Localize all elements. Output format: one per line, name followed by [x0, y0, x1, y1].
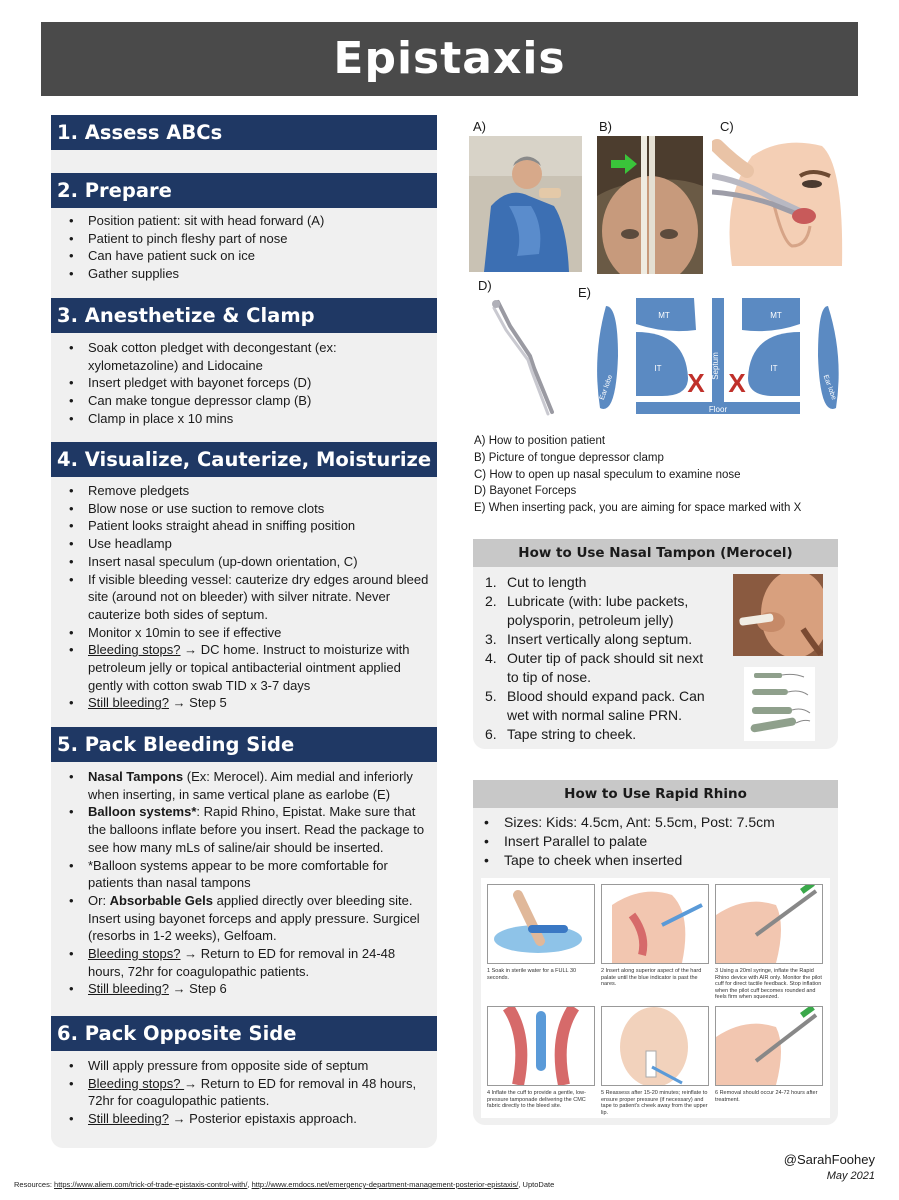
page-title: Epistaxis: [41, 22, 858, 96]
list-item: • Or: Absorbable Gels applied directly over bleeding site. Insert using bayonet forceps and apply pressure. Surgicel (resorbs in 1-2 weeks), Gelfoam.: [88, 892, 429, 945]
rhino-step-3-image: [715, 884, 823, 964]
still-bleeding-label: Still bleeding?: [88, 981, 169, 997]
merocel-insertion-photo: [733, 574, 823, 656]
section-visualize: [51, 442, 437, 712]
list-item: • Soak cotton pledget with decongestant (ex: xylometazoline) and Lidocaine: [88, 339, 429, 374]
merocel-card: [473, 539, 838, 749]
rhino-step-1-caption: 1 Soak in sterile water for a FULL 30 seconds.: [487, 968, 577, 981]
list-item: • Use headlamp: [88, 535, 429, 553]
rhino-step-3-caption: 3 Using a 20ml syringe, inflate the Rapid Rhino device with AIR only. Monitor the pilot cuff for direct tactile feedback. Stop inflation when the pilot cuff becomes rounded and feels firm when squeezed.: [715, 968, 822, 1000]
list-item: • Insert nasal speculum (up-down orientation, C): [88, 553, 429, 571]
caption: B) Picture of tongue depressor clamp: [474, 451, 664, 464]
list-item: • Balloon systems*: Rapid Rhino, Epistat. Make sure that the balloons inflate before you insert. Read the package to see how many mLs of saline/air should be inserted.: [88, 803, 429, 856]
section-prepare: [51, 173, 437, 283]
list-item: 1. Cut to length: [485, 574, 587, 590]
rhino-step-5-image: [601, 1006, 709, 1086]
caption: A) How to position patient: [474, 435, 606, 447]
rhino-step-2-image: [601, 884, 709, 964]
list-item: • Patient to pinch fleshy part of nose: [88, 230, 429, 248]
diagram-label-ear-lobe-right: Ear lobe: [821, 374, 838, 401]
caption: E) When inserting pack, you are aiming for space marked with X: [474, 502, 802, 515]
author-handle: @SarahFoohey: [783, 1152, 875, 1167]
diagram-label-ear-lobe-left: Ear lobe: [598, 374, 615, 401]
rhino-step-4-caption: 4 Inflate the cuff to provide a gentle, low-pressure tamponade delivering the CMC fabric directly to the bleed site.: [487, 1090, 586, 1109]
card-heading: How to Use Nasal Tampon (Merocel): [473, 539, 838, 567]
section-anesthetize: [51, 298, 437, 428]
patient-position-photo: [469, 136, 582, 272]
still-bleeding-label: Still bleeding?: [88, 1111, 169, 1127]
rhino-step-5-caption: 5 Reassess after 15-20 minutes; reinflate to ensure proper pressure (if necessary) and tape to patient's cheek away from the upper lip.: [601, 1090, 708, 1116]
merocel-tampons-photo: [744, 667, 815, 741]
list-item: • If visible bleeding vessel: cauterize dry edges around bleed site (around not on bleeder) with silver nitrate. Never cauterize both sides of septum.: [88, 571, 429, 624]
diagram-label-septum: Septum: [711, 352, 720, 380]
diagram-label-it-left: IT: [654, 364, 662, 373]
bleeding-stops-label: Bleeding stops?: [88, 642, 181, 658]
section-heading: 4. Visualize, Cauterize, Moisturize: [51, 442, 437, 477]
rhino-step-1-image: [487, 884, 595, 964]
caption: D) Bayonet Forceps: [474, 485, 577, 498]
rhino-step-6-image: [715, 1006, 823, 1086]
section-heading: 1. Assess ABCs: [51, 115, 437, 150]
nasal-cavity-diagram: [592, 296, 844, 418]
list-item: • Tape to cheek when inserted: [504, 851, 833, 870]
publish-date: May 2021: [826, 1170, 875, 1182]
figure-captions: [474, 433, 801, 517]
figure-label-e: E): [578, 285, 591, 300]
section-heading: 5. Pack Bleeding Side: [51, 727, 437, 762]
section-assess: [51, 115, 437, 150]
diagram-label-it-right: IT: [770, 364, 778, 373]
resource-link-aliem[interactable]: https://www.aliem.com/trick-of-trade-epistaxis-control-with/: [54, 1180, 248, 1189]
figure-label-a: A): [473, 119, 486, 134]
list-item: • Remove pledgets: [88, 482, 429, 500]
list-item: • Blow nose or use suction to remove clots: [88, 500, 429, 518]
rhino-step-4-image: [487, 1006, 595, 1086]
rapid-rhino-card: [473, 780, 838, 1125]
list-item: • Nasal Tampons (Ex: Merocel). Aim medial and inferiorly when inserting, in same vertical plane as earlobe (E): [88, 768, 429, 803]
bayonet-forceps-illustration: [490, 296, 562, 416]
list-item: • Sizes: Kids: 4.5cm, Ant: 5.5cm, Post: 7.5cm: [504, 813, 833, 832]
diagram-label-floor: Floor: [708, 405, 728, 414]
list-item: • Can have patient suck on ice: [88, 247, 429, 265]
list-item: • Clamp in place x 10 mins: [88, 410, 429, 428]
list-item: • Still bleeding? → Posterior epistaxis approach.: [88, 1110, 429, 1128]
list-item: • Insert Parallel to palate: [504, 832, 833, 851]
still-bleeding-label: Still bleeding?: [88, 695, 169, 711]
bleeding-stops-label: Bleeding stops?: [88, 1075, 185, 1091]
bleeding-stops-label: Bleeding stops?: [88, 946, 181, 962]
card-heading: How to Use Rapid Rhino: [473, 780, 838, 808]
list-item: • Bleeding stops? → Return to ED for removal in 48 hours, 72hr for coagulopathic patients.: [88, 1075, 429, 1110]
list-item: • Insert pledget with bayonet forceps (D): [88, 374, 429, 392]
list-item: 2. Lubricate (with: lube packets, polysporin, petroleum jelly): [485, 593, 689, 628]
list-item: • Bleeding stops? → DC home. Instruct to moisturize with petroleum jelly or topical antibacterial ointment applied gently with cotton swab TID x 3-7 days: [88, 641, 429, 694]
author-signature: [784, 1152, 875, 1184]
list-item: • Patient looks straight ahead in sniffing position: [88, 517, 429, 535]
list-item: 4. Outer tip of pack should sit next to tip of nose.: [485, 650, 704, 685]
list-item: • Monitor x 10min to see if effective: [88, 624, 429, 642]
figure-label-c: C): [720, 119, 734, 134]
section-heading: 3. Anesthetize & Clamp: [51, 298, 437, 333]
list-item: • Position patient: sit with head forward (A): [88, 212, 429, 230]
tongue-depressor-clamp-photo: [597, 136, 703, 274]
diagram-label-mt-right: MT: [770, 311, 782, 320]
section-pack-opposite: [51, 1016, 437, 1128]
section-pack-bleeding: [51, 727, 437, 998]
rhino-step-6-caption: 6 Removal should occur 24-72 hours after treatment.: [715, 1090, 818, 1103]
list-item: • *Balloon systems appear to be more comfortable for patients than nasal tampons: [88, 857, 429, 892]
rhino-step-2-caption: 2 Insert along superior aspect of the hard palate until the blue indicator is past the nares.: [601, 968, 702, 987]
list-item: • Still bleeding? → Step 6: [88, 980, 429, 998]
nasal-speculum-illustration: [712, 136, 844, 266]
section-heading: 2. Prepare: [51, 173, 437, 208]
resource-link-emdocs[interactable]: http://www.emdocs.net/emergency-department-management-posterior-epistaxis/: [251, 1180, 519, 1189]
diagram-mark-x-left: X: [687, 368, 705, 398]
diagram-mark-x-right: X: [728, 368, 746, 398]
rapid-rhino-steps-figure: [481, 878, 830, 1118]
list-item: 6. Tape string to cheek.: [485, 726, 637, 742]
list-item: 3. Insert vertically along septum.: [485, 631, 693, 647]
caption: C) How to open up nasal speculum to examine nose: [474, 468, 741, 481]
figure-label-b: B): [599, 119, 612, 134]
list-item: • Will apply pressure from opposite side of septum: [88, 1057, 429, 1075]
list-item: 5. Blood should expand pack. Can wet with normal saline PRN.: [485, 688, 705, 723]
resources-footer: Resources: https://www.aliem.com/trick-of-trade-epistaxis-control-with/, http://www.emdocs.net/emergency-department-management-posterior-epistaxis/, UptoDate: [14, 1180, 555, 1189]
figure-label-d: D): [478, 278, 492, 293]
section-heading: 6. Pack Opposite Side: [51, 1016, 437, 1051]
diagram-label-mt-left: MT: [658, 311, 670, 320]
list-item: • Still bleeding? → Step 5: [88, 694, 429, 712]
list-item: • Can make tongue depressor clamp (B): [88, 392, 429, 410]
list-item: • Bleeding stops? → Return to ED for removal in 24-48 hours, 72hr for coagulopathic patients.: [88, 945, 429, 980]
list-item: • Gather supplies: [88, 265, 429, 283]
